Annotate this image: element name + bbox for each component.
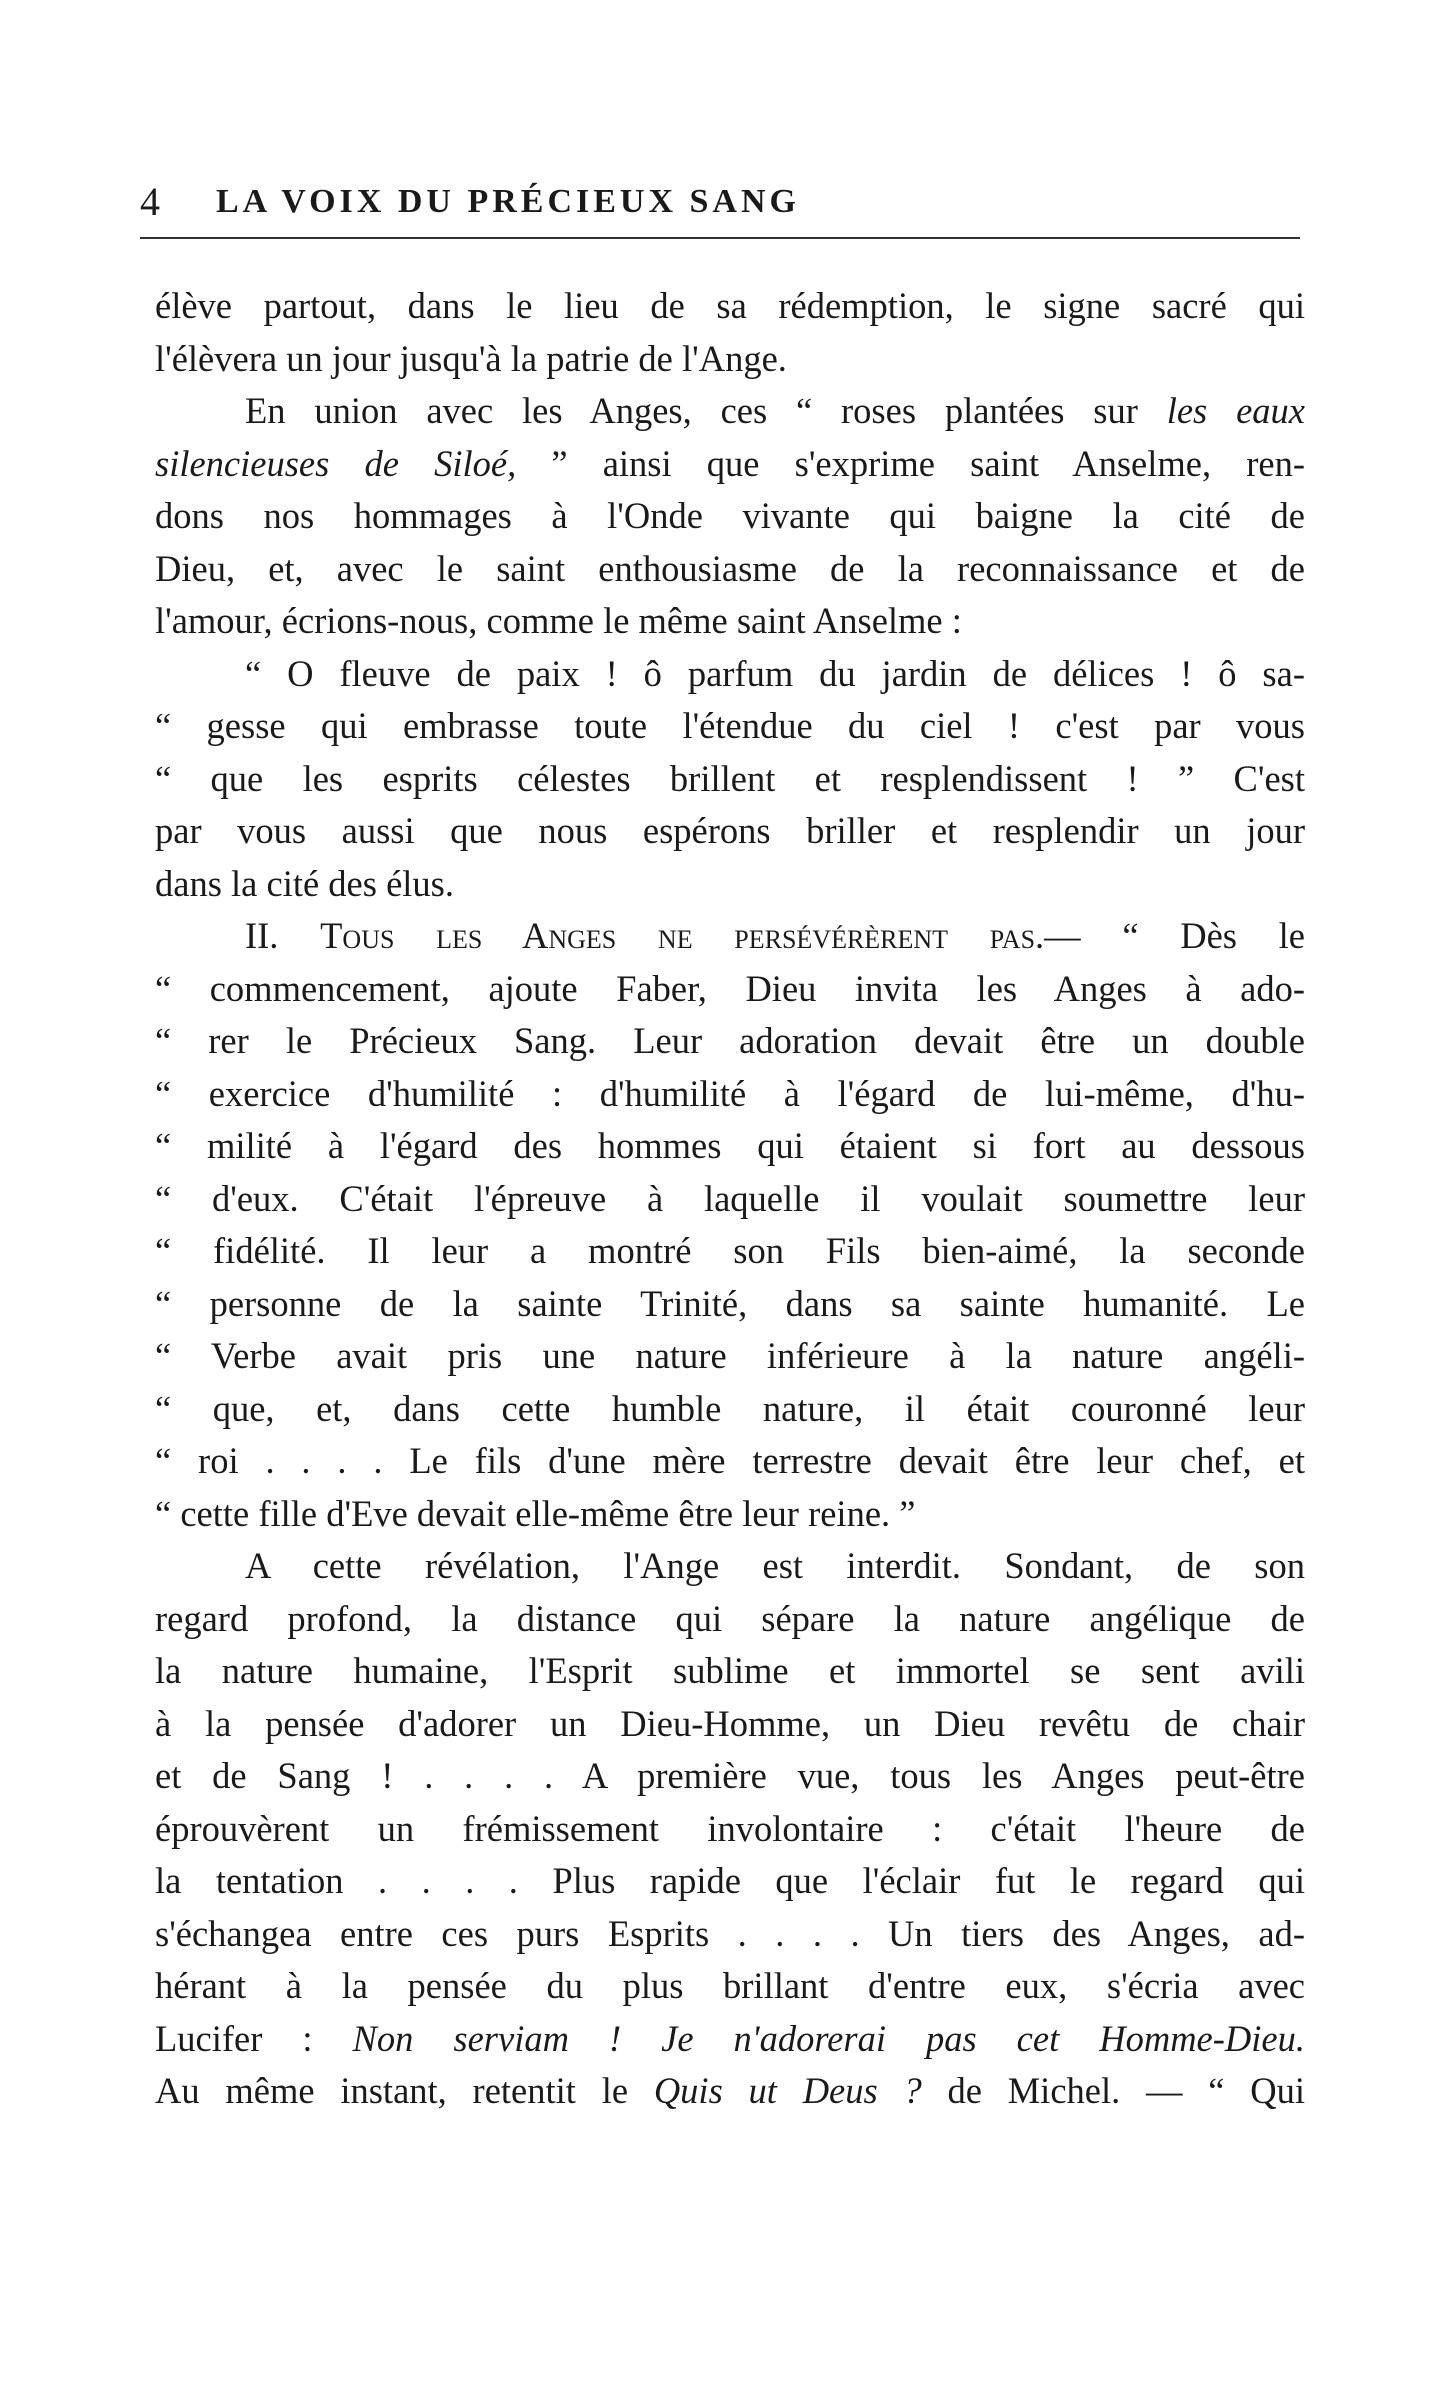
text-segment: ” ainsi que s'exprime saint Anselme, ren- [516, 442, 1305, 484]
text-line [155, 543, 1305, 596]
text-segment: “ roi . . . . Le fils d'une mère terrestre devait être leur chef, et [155, 1440, 1305, 1481]
text-line [155, 280, 1305, 333]
text-segment: dans la cité des élus. [155, 862, 455, 904]
text-segment: regard profond, la distance qui sépare la nature angélique de [155, 1597, 1305, 1639]
text-line [155, 438, 1305, 491]
text-line [155, 1488, 1305, 1541]
text-line [155, 1855, 1305, 1908]
text-line [155, 2065, 1305, 2118]
text-line [155, 648, 1305, 701]
text-line [155, 595, 1305, 648]
text-line [155, 963, 1305, 1016]
running-title: LA VOIX DU PRÉCIEUX SANG [216, 183, 800, 220]
italic-text: Quis ut Deus ? [653, 2070, 922, 2111]
text-line [155, 1015, 1305, 1068]
text-line [155, 1068, 1305, 1121]
page-header [140, 172, 1300, 232]
page-number: 4 [140, 179, 160, 224]
text-line [155, 1750, 1305, 1803]
text-line [155, 1435, 1305, 1488]
text-segment: hérant à la pensée du plus brillant d'entre eux, s'écria avec [155, 1965, 1305, 2006]
text-segment: l'amour, écrions-nous, comme le même saint Anselme : [155, 600, 962, 641]
text-segment: “ que les esprits célestes brillent et resplendissent ! ” C'est [155, 757, 1305, 799]
text-segment: “ cette fille d'Eve devait elle-même être leur reine. ” [155, 1492, 916, 1534]
text-line [155, 700, 1305, 753]
text-segment: de Michel. — “ Qui [921, 2070, 1305, 2111]
text-segment: l'élèvera un jour jusqu'à la patrie de l'Ange. [155, 337, 787, 379]
text-line [155, 910, 1305, 963]
text-line [155, 1120, 1305, 1173]
text-line [155, 805, 1305, 858]
text-line [155, 333, 1305, 386]
text-segment: “ que, et, dans cette humble nature, il était couronné leur [155, 1387, 1305, 1429]
text-segment: “ Verbe avait pris une nature inférieure à la nature angéli- [155, 1335, 1305, 1376]
text-segment: la tentation . . . . Plus rapide que l'éclair fut le regard qui [155, 1860, 1305, 1901]
text-segment: élève partout, dans le lieu de sa rédemption, le signe sacré qui [155, 285, 1305, 326]
text-segment: “ d'eux. C'était l'épreuve à laquelle il voulait soumettre leur [155, 1177, 1305, 1219]
text-segment: “ rer le Précieux Sang. Leur adoration devait être un double [155, 1020, 1305, 1061]
text-segment: et de Sang ! . . . . A première vue, tous les Anges peut-être [155, 1755, 1305, 1796]
text-segment: “ personne de la sainte Trinité, dans sa sainte humanité. Le [155, 1282, 1305, 1324]
text-segment: “ O fleuve de paix ! ô parfum du jardin de délices ! ô sa- [245, 652, 1305, 694]
text-line [155, 385, 1305, 438]
italic-text: silencieuses de Siloé, [155, 442, 517, 484]
text-line [155, 490, 1305, 543]
text-line [155, 1383, 1305, 1436]
text-line [155, 1225, 1305, 1278]
text-segment: s'échangea entre ces purs Esprits . . . . Un tiers des Anges, ad- [155, 1912, 1305, 1954]
text-segment: la nature humaine, l'Esprit sublime et immortel se sent avili [155, 1650, 1305, 1691]
text-segment: par vous aussi que nous espérons briller et resplendir un jour [155, 810, 1305, 851]
text-segment: Dieu, et, avec le saint enthousiasme de la reconnaissance et de [155, 547, 1305, 589]
text-line [155, 1173, 1305, 1226]
text-line [155, 1908, 1305, 1961]
text-line [155, 1803, 1305, 1856]
text-segment: A cette révélation, l'Ange est interdit. Sondant, de son [245, 1545, 1305, 1586]
text-segment: Lucifer : [155, 2017, 353, 2059]
text-segment: “ milité à l'égard des hommes qui étaient si fort au dessous [155, 1125, 1305, 1166]
text-segment: “ exercice d'humilité : d'humilité à l'égard de lui-même, d'hu- [155, 1072, 1305, 1114]
text-segment: Au même instant, retentit le [155, 2070, 654, 2111]
text-segment: “ commencement, ajoute Faber, Dieu invita les Anges à ado- [155, 967, 1305, 1009]
text-line [155, 1960, 1305, 2013]
text-line [155, 1278, 1305, 1331]
text-line [155, 1698, 1305, 1751]
text-line [155, 1593, 1305, 1646]
text-segment: éprouvèrent un frémissement involontaire : c'était l'heure de [155, 1807, 1305, 1849]
text-segment: dons nos hommages à l'Onde vivante qui baigne la cité de [155, 495, 1305, 536]
text-line [155, 753, 1305, 806]
text-line [155, 858, 1305, 911]
text-segment: à la pensée d'adorer un Dieu-Homme, un Dieu revêtu de chair [155, 1702, 1305, 1744]
text-segment: — “ Dès le [1044, 915, 1306, 956]
italic-text: les eaux [1166, 390, 1305, 431]
header-rule [140, 237, 1300, 239]
text-line [155, 1540, 1305, 1593]
text-segment: “ fidélité. Il leur a montré son Fils bien-aimé, la seconde [155, 1230, 1305, 1271]
body-text [155, 280, 1305, 2118]
text-segment: En union avec les Anges, ces “ roses plantées sur [245, 390, 1167, 431]
text-line [155, 2013, 1305, 2066]
text-segment: II. [245, 915, 321, 956]
text-segment: “ gesse qui embrasse toute l'étendue du ciel ! c'est par vous [155, 705, 1305, 746]
small-caps-heading: Tous les Anges ne persévérèrent pas. [320, 915, 1045, 956]
text-line [155, 1645, 1305, 1698]
text-line [155, 1330, 1305, 1383]
italic-text: Non serviam ! Je n'adorerai pas cet Homme-Dieu. [352, 2017, 1305, 2059]
